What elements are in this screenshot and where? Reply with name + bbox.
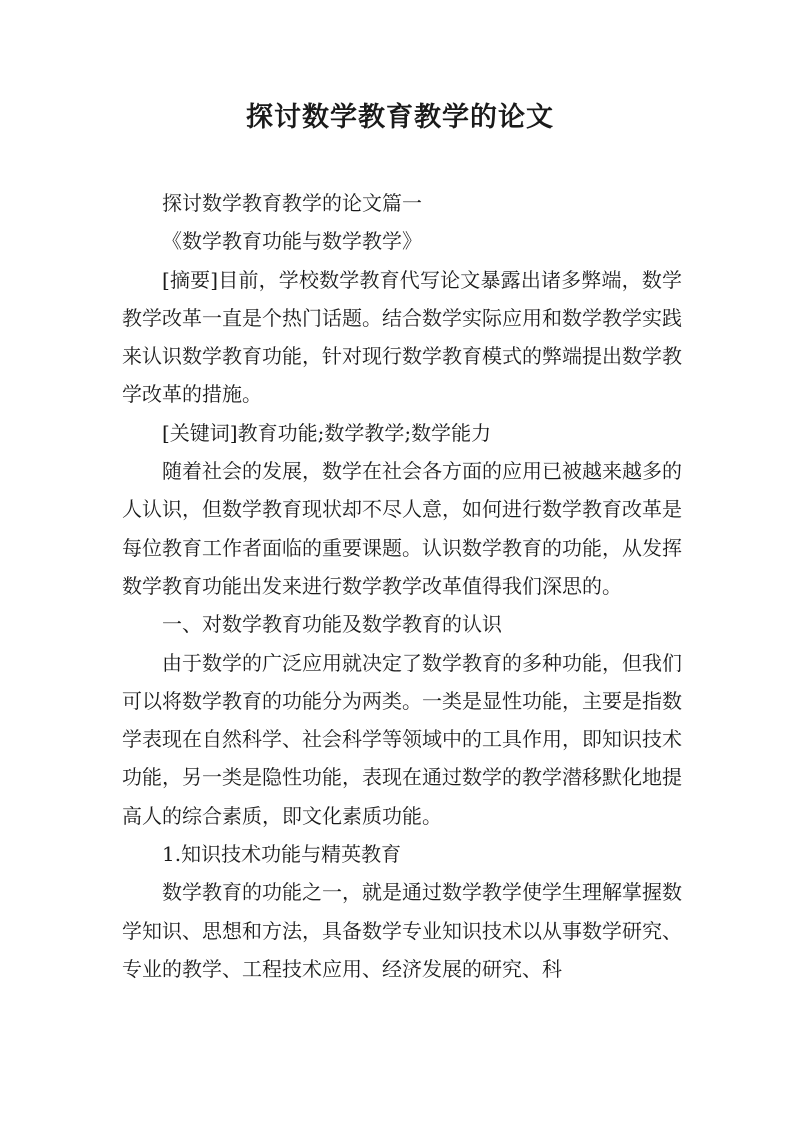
keywords-paragraph: [关键词]教育功能;数学教学;数学能力 — [162, 420, 492, 445]
document-body — [122, 184, 682, 988]
document-title: 探讨数学教育教学的论文 — [246, 102, 554, 133]
section-heading-part-one: 探讨数学教育教学的论文篇一 — [162, 191, 422, 215]
body-paragraph: 数学教育的功能之一，就是通过数学教学使学生理解掌握数学知识、思想和方法，具备数学专业知识技术以从事数学研究、专业的教学、工程技术应用、经济发展的研究、科 — [122, 880, 682, 981]
subsection-heading-one: 1.知识技术功能与精英教育 — [162, 842, 402, 867]
abstract-paragraph: [摘要]目前，学校数学教育代写论文暴露出诸多弊端，数学教学改革一直是个热门话题。结合数学实际应用和数学教学实践来认识数学教育功能，针对现行数学教育模式的弊端提出数学教学改革的措施。 — [122, 267, 682, 407]
body-paragraph: 由于数学的广泛应用就决定了数学教育的多种功能，但我们可以将数学教育的功能分为两类。一类是显性功能，主要是指数学表现在自然科学、社会科学等领域中的工具作用，即知识技术功能，另一类是隐性功能，表现在通过数学的教学潜移默化地提高人的综合素质，即文化素质功能。 — [122, 650, 682, 828]
section-heading-one: 一、对数学教育功能及数学教育的认识 — [162, 612, 502, 637]
introduction-paragraph: 随着社会的发展，数学在社会各方面的应用已被越来越多的人认识，但数学教育现状却不尽人意，如何进行数学教育改革是每位教育工作者面临的重要课题。认识数学教育的功能，从发挥数学教育功能出发来进行数学教学改革值得我们深思的。 — [122, 459, 682, 598]
paper-title: 《数学教育功能与数学教学》 — [162, 229, 422, 254]
